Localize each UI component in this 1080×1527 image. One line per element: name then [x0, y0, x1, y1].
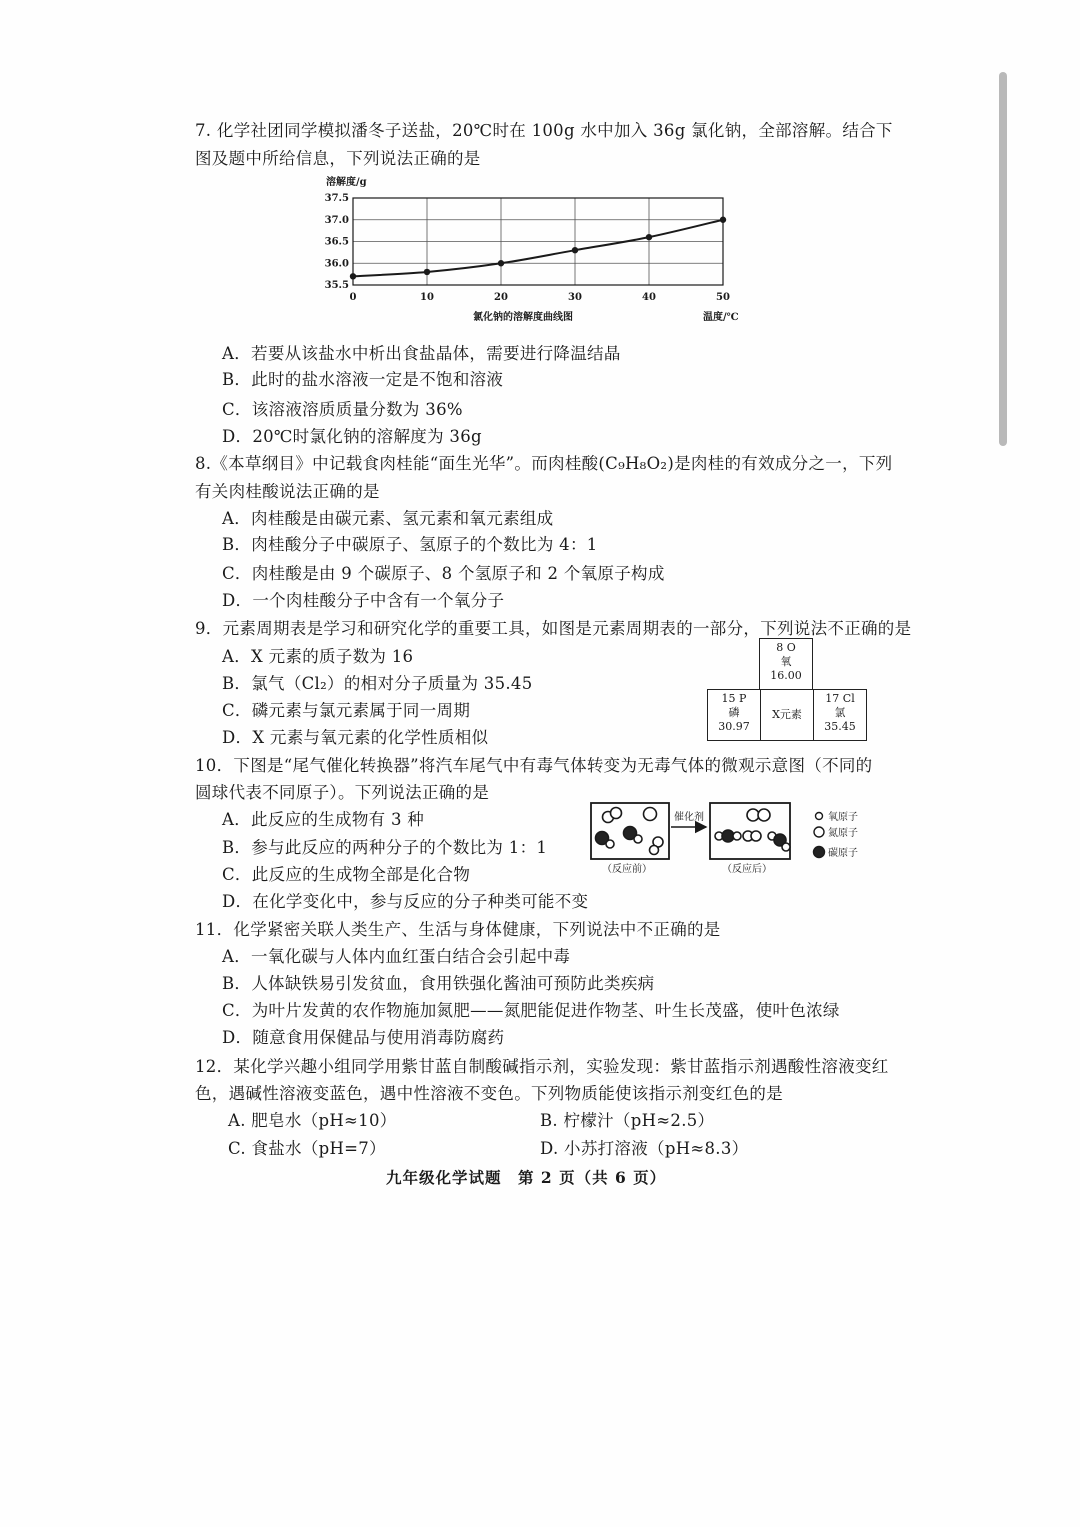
q12-option-c: C. 食盐水（pH=7） [228, 1139, 386, 1158]
chart-data-point [572, 247, 578, 253]
after-caption: （反应后） [722, 864, 772, 875]
chart-xtick-label: 50 [716, 292, 730, 303]
q9-option-c: C．磷元素与氯元素属于同一周期 [222, 701, 471, 720]
q12-stem-line2: 色，遇碱性溶液变蓝色，遇中性溶液不变色。下列物质能使该指示剂变红色的是 [195, 1084, 783, 1103]
q8-stem-line1: 8.《本草纲目》中记载食肉桂能“面生光华”。而肉桂酸(C₉H₈O₂)是肉桂的有效成分之一，下列 [195, 454, 893, 473]
vertical-scrollbar[interactable] [999, 72, 1007, 446]
element-cell-oxygen [759, 638, 813, 690]
before-caption: （反应前） [602, 864, 652, 875]
q10-option-c: C．此反应的生成物全部是化合物 [222, 865, 471, 884]
q11-option-c: C．为叶片发黄的农作物施加氮肥——氮肥能促进作物茎、叶生长茂盛，使叶色浓绿 [222, 1001, 840, 1020]
chart-data-point [498, 260, 504, 266]
q7-option-c: C．该溶液溶质质量分数为 36% [222, 400, 463, 419]
q12-option-a: A. 肥皂水（pH≈10） [228, 1111, 397, 1130]
chart-xtick-label: 30 [568, 292, 582, 303]
q10-stem-line2: 圆球代表不同原子）。下列说法正确的是 [195, 783, 490, 802]
chart-ytick-label: 36.0 [324, 258, 349, 270]
q10-option-a: A．此反应的生成物有 3 种 [222, 810, 425, 829]
element-cell-chlorine [813, 689, 867, 741]
chart-ytick-label: 37.5 [324, 193, 349, 204]
chlorine-number-symbol: 17 Cl [825, 692, 855, 705]
chart-data-point [424, 269, 430, 275]
page-footer: 九年级化学试题 第 2 页（共 6 页） [386, 1168, 667, 1187]
element-cell-x [760, 689, 814, 741]
chart-ylabel: 溶解度/g [326, 177, 367, 188]
q11-option-b: B．人体缺铁易引发贫血，食用铁强化酱油可预防此类疾病 [222, 974, 655, 993]
chart-xtick-label: 10 [420, 292, 434, 303]
phosphorus-number-symbol: 15 P [721, 692, 747, 705]
chart-data-point [350, 273, 356, 279]
q8-option-b: B．肉桂酸分子中碳原子、氢原子的个数比为 4：1 [222, 535, 598, 554]
q12-option-d: D. 小苏打溶液（pH≈8.3） [540, 1139, 749, 1158]
q9-option-a: A．X 元素的质子数为 16 [222, 647, 414, 666]
chart-ytick-label: 35.5 [324, 280, 349, 291]
chart-xlabel: 温度/℃ [703, 312, 739, 323]
q12-option-b: B. 柠檬汁（pH≈2.5） [540, 1111, 715, 1130]
q11-stem: 11．化学紧密关联人类生产、生活与身体健康，下列说法中不正确的是 [195, 920, 721, 939]
chart-ytick-label: 37.0 [324, 214, 349, 226]
q9-option-d: D．X 元素与氧元素的化学性质相似 [222, 728, 489, 747]
x-element-name: X元素 [772, 708, 802, 721]
catalyst-label: 催化剂 [674, 812, 704, 823]
legend-oxygen-label: 氧原子 [828, 812, 858, 823]
after-molecules [715, 809, 790, 851]
q11-option-a: A．一氧化碳与人体内血红蛋白结合会引起中毒 [222, 947, 571, 966]
q7-stem-line2: 图及题中所给信息，下列说法正确的是 [195, 149, 481, 168]
q7-option-b: B．此时的盐水溶液一定是不饱和溶液 [222, 370, 504, 389]
q8-option-d: D．一个肉桂酸分子中含有一个氧分子 [222, 591, 505, 610]
legend [814, 813, 825, 858]
q11-option-d: D．随意食用保健品与使用消毒防腐药 [222, 1028, 505, 1047]
reaction-diagram [588, 800, 870, 882]
q7-stem-line1: 7. 化学社团同学模拟潘冬子送盐，20℃时在 100g 水中加入 36g 氯化钠，全部溶解。结合下 [195, 121, 893, 140]
chlorine-name: 氯 [834, 706, 846, 719]
oxygen-name: 氧 [780, 655, 792, 668]
legend-nitrogen-atom [814, 827, 824, 837]
q7-option-d: D．20℃时氯化钠的溶解度为 36g [222, 427, 482, 446]
q10-option-b: B．参与此反应的两种分子的个数比为 1：1 [222, 838, 548, 857]
oxygen-number-symbol: 8 O [776, 641, 796, 654]
chart-xtick-label: 40 [642, 292, 656, 303]
chart-xtick-label: 0 [349, 292, 357, 303]
legend-carbon-atom [814, 847, 825, 858]
q12-stem-line1: 12．某化学兴趣小组同学用紫甘蓝自制酸碱指示剂，实验发现：紫甘蓝指示剂遇酸性溶液变红 [195, 1057, 889, 1076]
element-cell-phosphorus [707, 689, 761, 741]
q9-stem: 9．元素周期表是学习和研究化学的重要工具，如图是元素周期表的一部分，下列说法不正确的是 [195, 619, 912, 638]
q7-option-a: A．若要从该盐水中析出食盐晶体，需要进行降温结晶 [222, 344, 621, 363]
before-molecules [596, 808, 664, 855]
solubility-curve [353, 220, 723, 277]
q8-stem-line2: 有关肉桂酸说法正确的是 [195, 482, 380, 501]
oxygen-mass: 16.00 [770, 669, 802, 682]
legend-oxygen-atom [816, 813, 823, 820]
chart-data-point [646, 234, 652, 240]
q10-option-d: D．在化学变化中，参与反应的分子种类可能不变 [222, 892, 589, 911]
chart-ytick-label: 36.5 [324, 236, 349, 248]
chart-xtick-label: 20 [494, 292, 508, 303]
chart-data-point [720, 217, 726, 223]
q8-option-c: C．肉桂酸是由 9 个碳原子、8 个氢原子和 2 个氧原子构成 [222, 564, 665, 583]
legend-nitrogen-label: 氮原子 [828, 828, 858, 839]
phosphorus-mass: 30.97 [718, 720, 750, 733]
q8-option-a: A．肉桂酸是由碳元素、氢元素和氧元素组成 [222, 509, 554, 528]
q9-option-b: B．氯气（Cl₂）的相对分子质量为 35.45 [222, 674, 533, 693]
phosphorus-name: 磷 [728, 706, 740, 719]
solubility-chart [318, 170, 758, 330]
chart-title: 氯化钠的溶解度曲线图 [473, 312, 573, 323]
q10-stem-line1: 10．下图是“尾气催化转换器”将汽车尾气中有毒气体转变为无毒气体的微观示意图（不同的 [195, 756, 873, 775]
legend-carbon-label: 碳原子 [828, 848, 858, 859]
chlorine-mass: 35.45 [824, 720, 856, 733]
